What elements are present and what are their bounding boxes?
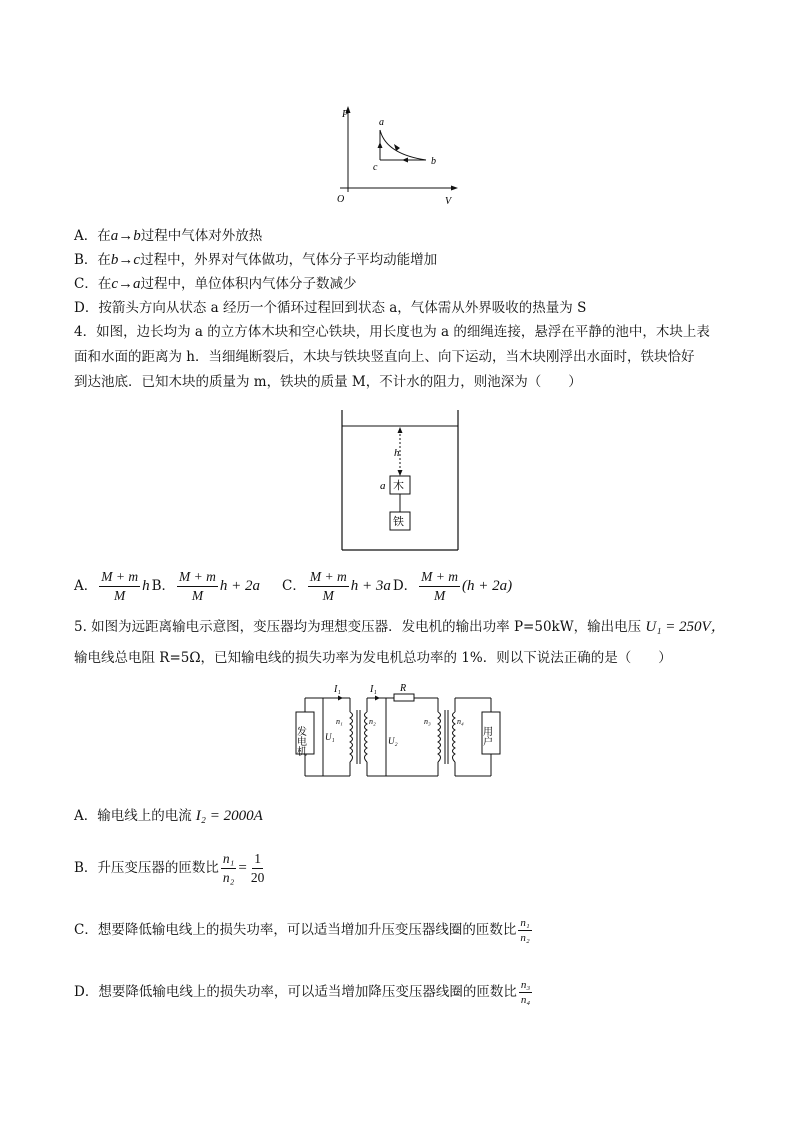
u1-label: U₁ <box>325 732 335 742</box>
pool-figure <box>330 408 465 553</box>
q4-option-b-fraction: $\frac{M + m}{M}$ <box>179 568 216 603</box>
point-c-label: c <box>373 162 378 173</box>
q3-option-c: C．在c→a过程中，单位体积内气体分子数减少 <box>74 276 357 292</box>
current-i1b-label: I₁ <box>370 684 377 695</box>
q5-option-b: B．升压变压器的匝数比 $\frac{\text{n₁}}{\text{n₂}}$ = $\frac{1}{20}$ <box>74 850 265 885</box>
n3-label: n₃ <box>424 717 431 726</box>
resistor-r-label: R <box>400 683 407 694</box>
depth-h-label: h <box>394 447 400 459</box>
user-label: 用户 <box>480 726 492 746</box>
q5-stem-line2: 输电线总电阻 R=5Ω，已知输电线的损失功率为发电机总功率的 1%．则以下说法正确的是（ ） <box>74 650 672 666</box>
q5-option-a: A．输电线上的电流 I₂ = 2000A <box>74 808 263 824</box>
generator-label: 发电机 <box>294 726 306 756</box>
wood-label: 木 <box>393 480 404 492</box>
axis-v-label: V <box>445 196 452 207</box>
q5-option-c: C．想要降低输电线上的损失功率，可以适当增加升压变压器线圈的匝数比 $\frac{\text{n₁}}{\text{n₂}}$ <box>74 916 530 944</box>
q4-options: A． $\frac{M + m}{M}$ h B． $\frac{M + m}{M}$ h + 2a C． $\frac{M + m}{M}$ h + 3a D． $\frac{M + m}{M}$ (h + 2a) <box>74 568 513 603</box>
q5-option-c-ratio: $\frac{\text{n₁}}{\text{n₂}}$ <box>520 916 530 944</box>
transmission-circuit <box>290 682 510 782</box>
q4-option-c-fraction: $\frac{M + m}{M}$ <box>309 568 347 603</box>
q5-option-b-ratio: $\frac{\text{n₁}}{\text{n₂}}$ <box>222 850 235 885</box>
pv-graph <box>330 104 460 208</box>
q5-stem-line1: 5. 如图为远距离输电示意图，变压器均为理想变压器．发电机的输出功率 P=50kW，输出电压 U₁ = 250V， <box>74 619 726 635</box>
iron-label: 铁 <box>393 516 404 528</box>
q4-stem-line3: 到达池底．已知木块的质量为 m，铁块的质量 M，不计水的阻力，则池深为（ ） <box>74 374 582 390</box>
current-i1-label: I₁ <box>334 684 341 695</box>
u2-label: U₂ <box>388 736 398 746</box>
q5-option-d: D．想要降低输电线上的损失功率，可以适当增加降压变压器线圈的匝数比 $\frac{\text{n₃}}{\text{n₄}}$ <box>74 978 531 1006</box>
q3-option-b: B．在b→c过程中，外界对气体做功，气体分子平均动能增加 <box>74 252 438 268</box>
q3-option-a: A．在a→b过程中气体对外放热 <box>74 228 263 244</box>
point-b-label: b <box>431 156 436 167</box>
side-a-label: a <box>380 480 386 492</box>
q4-stem-line2: 面和水面的距离为 h．当细绳断裂后，木块与铁块竖直向上、向下运动，当木块刚浮出水面时，铁块恰好 <box>74 349 695 365</box>
n4-label: n₄ <box>457 717 464 726</box>
q3-option-d: D．按箭头方向从状态 a 经历一个循环过程回到状态 a，气体需从外界吸收的热量为 S <box>74 300 587 316</box>
q4-option-a-fraction: $\frac{M + m}{M}$ <box>101 568 139 603</box>
n1-label: n₁ <box>336 717 343 726</box>
axis-p-label: P <box>342 109 349 120</box>
point-a-label: a <box>379 117 384 128</box>
n2-label: n₂ <box>369 717 376 726</box>
q5-option-b-value: $\frac{1}{20}$ <box>250 850 265 885</box>
q5-option-d-ratio: $\frac{\text{n₃}}{\text{n₄}}$ <box>520 978 531 1006</box>
origin-label: O <box>337 194 345 205</box>
q4-option-d-fraction: $\frac{M + m}{M}$ <box>421 568 459 603</box>
q4-stem-line1: 4．如图，边长均为 a 的立方体木块和空心铁块，用长度也为 a 的细绳连接，悬浮在平静的池中，木块上表 <box>74 324 710 340</box>
